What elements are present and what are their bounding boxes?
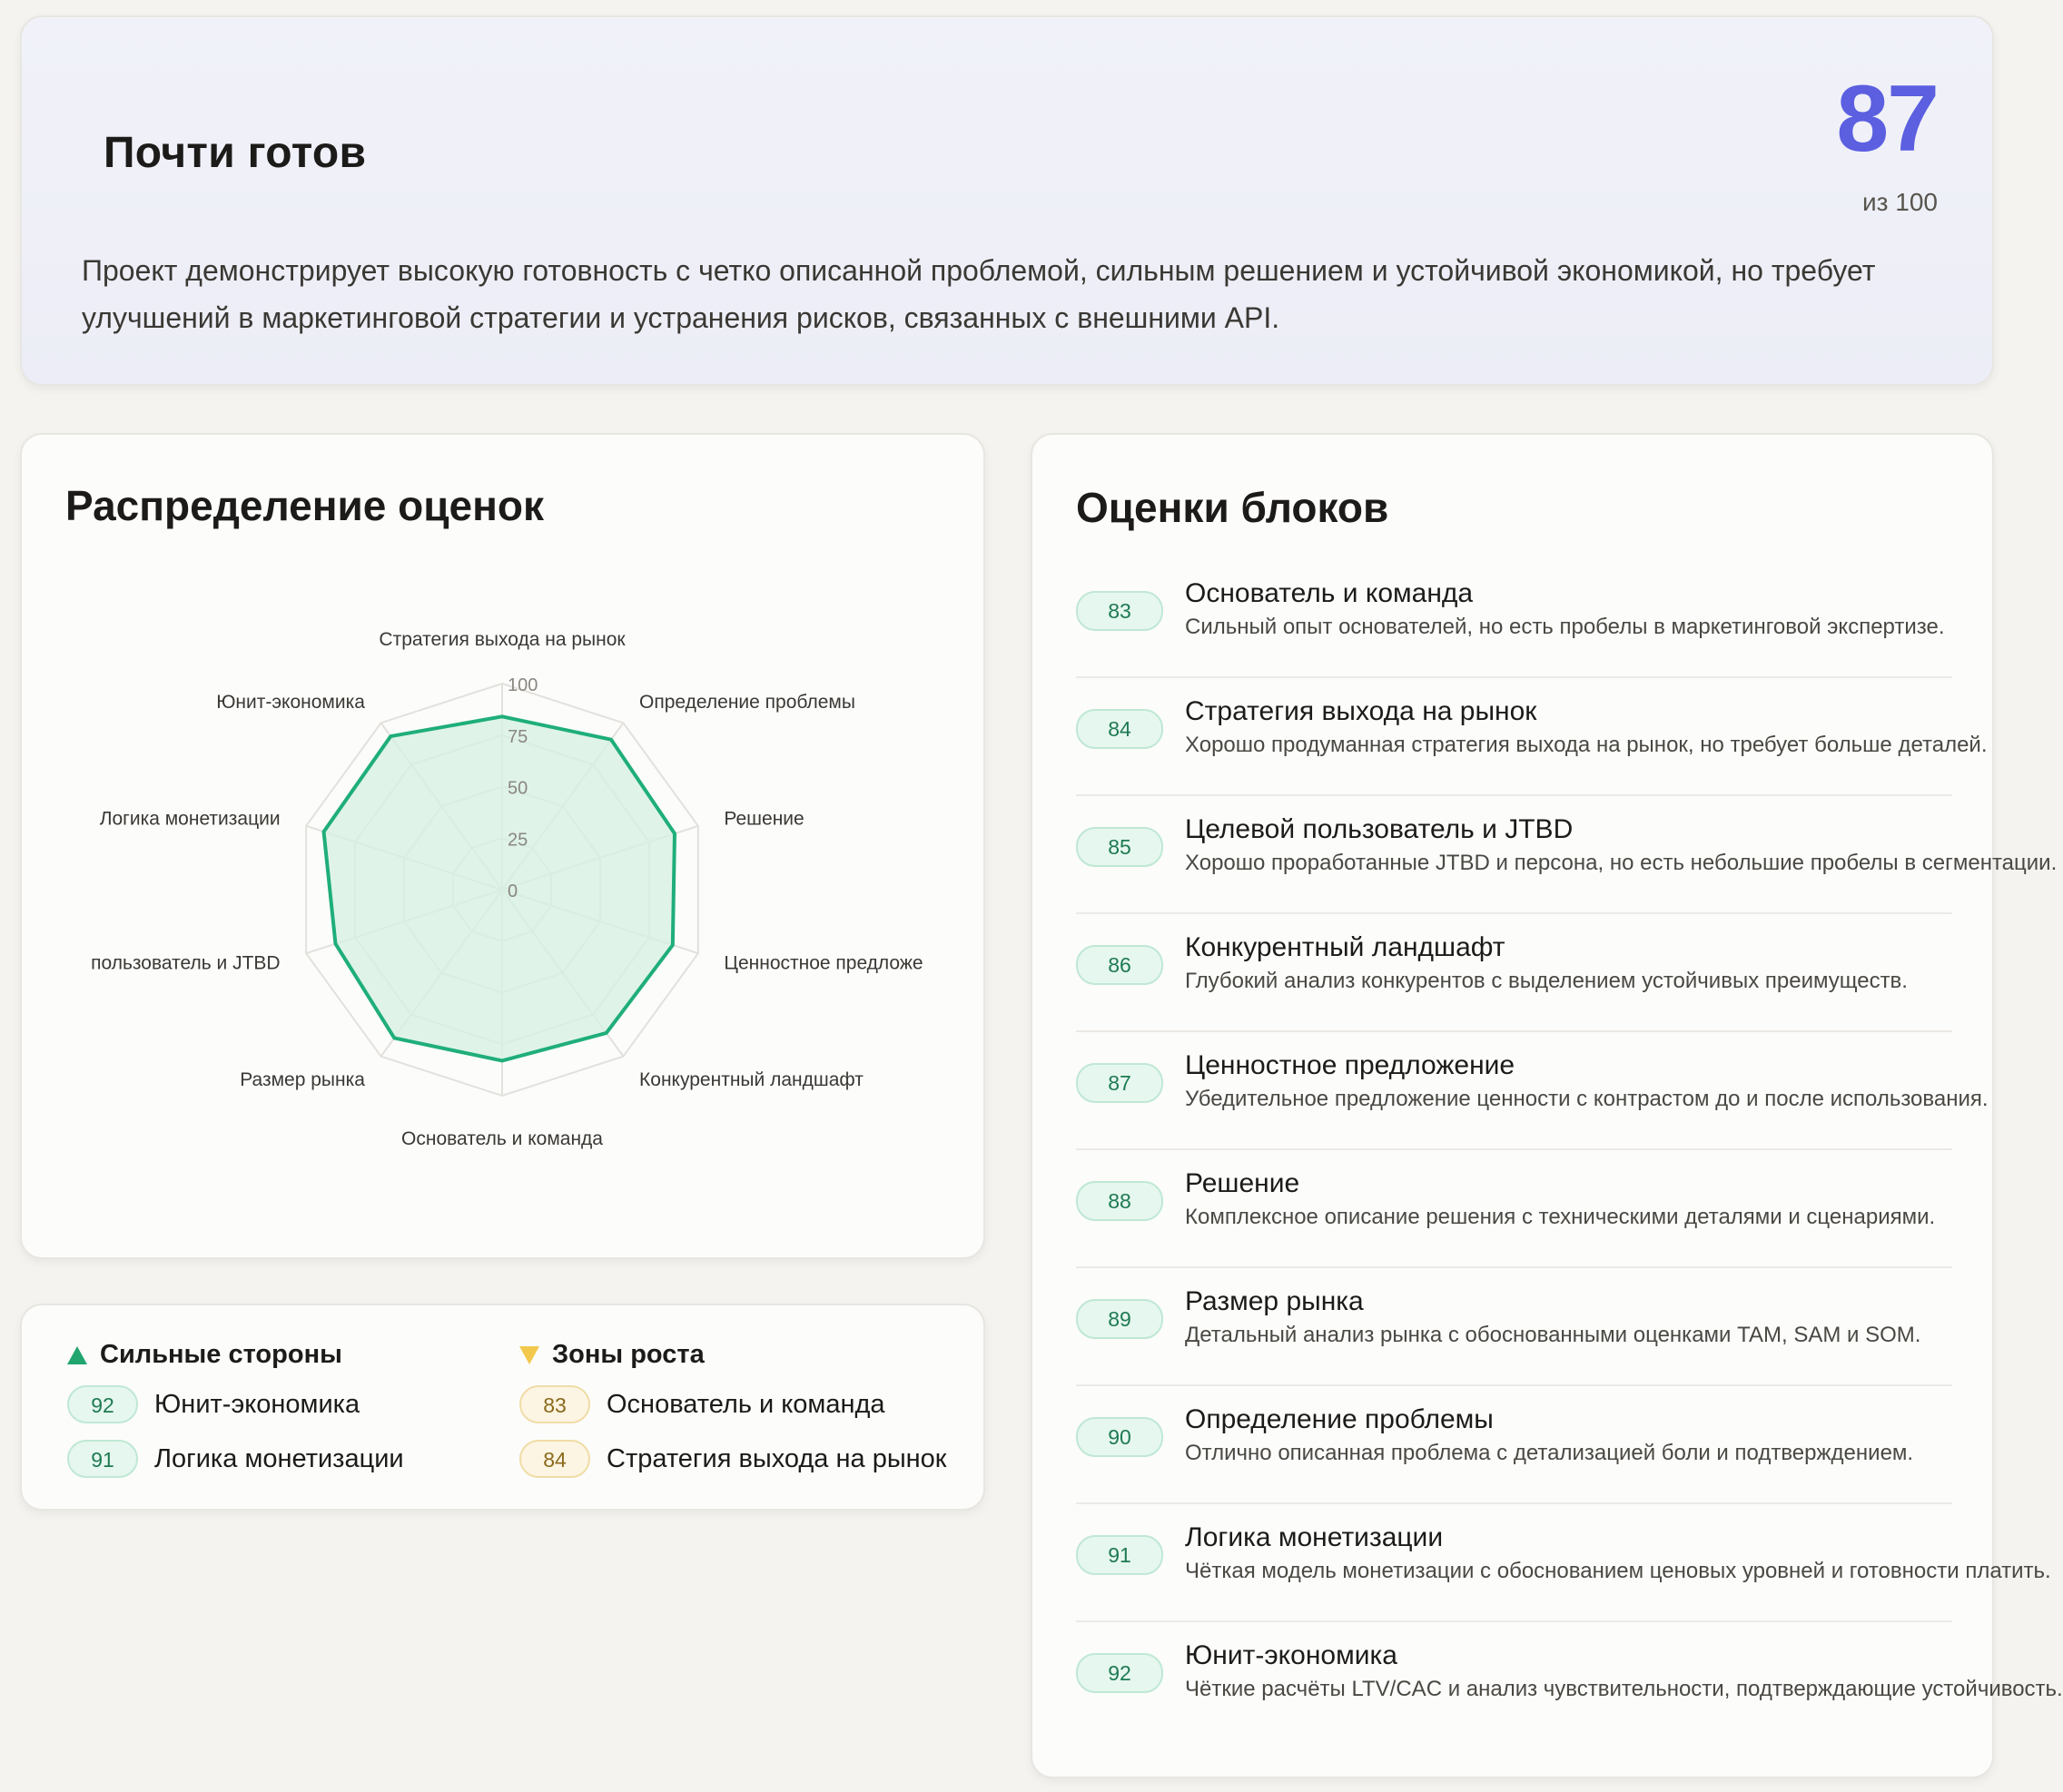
blocks-title: Оценки блоков: [1076, 484, 1389, 531]
radar-tick-label: 75: [508, 726, 528, 747]
block-description: Чёткие расчёты LTV/CAC и анализ чувствительности, подтверждающие устойчивость.: [1185, 1677, 2063, 1701]
radar-axis-label: Стратегия выхода на рынок: [379, 629, 626, 650]
radar-axis-label: Конкурентный ландшафт: [639, 1068, 864, 1090]
block-name: Определение проблемы: [1185, 1404, 1494, 1434]
block-score-badge: 85: [1076, 827, 1163, 867]
block-row[interactable]: [1076, 1150, 1952, 1268]
block-score-badge: 92: [1076, 1653, 1163, 1693]
blocks-card: [1031, 433, 2063, 1778]
radar-axis-label: Размер рынка: [240, 1068, 365, 1090]
strengths-growth-card: [20, 1304, 985, 1511]
block-description: Чёткая модель монетизации с обоснованием ценовых уровней и готовности платить.: [1185, 1559, 2051, 1583]
strength-item: [67, 1440, 404, 1478]
block-name: Конкурентный ландшафт: [1185, 932, 1505, 962]
radar-tick-label: 0: [508, 881, 518, 901]
growth-label: Стратегия выхода на рынок: [607, 1443, 947, 1473]
radar-data-polygon: [324, 716, 675, 1060]
block-score-badge: 83: [1076, 591, 1163, 631]
block-score-badge: 84: [1076, 709, 1163, 749]
radar-axis-label: пользователь и JTBD: [91, 952, 281, 974]
block-name: Логика монетизации: [1185, 1522, 1444, 1552]
block-name: Юнит-экономика: [1185, 1640, 1397, 1670]
radar-tick-label: 50: [508, 778, 528, 799]
block-row[interactable]: [1076, 1268, 1952, 1386]
block-score-badge: 91: [1076, 1535, 1163, 1575]
block-name: Целевой пользователь и JTBD: [1185, 814, 1574, 844]
radar-axis-label: Юнит-экономика: [216, 692, 365, 714]
radar-tick-label: 25: [508, 830, 528, 851]
summary-description: Проект демонстрирует высокую готовность с четко описанной проблемой, сильным решением и устойчивой экономикой, но требует улучшений в маркетинговой стратегии и устранения рисков, связанных с внешними API.: [82, 254, 1876, 334]
block-score-badge: 90: [1076, 1417, 1163, 1457]
block-name: Основатель и команда: [1185, 578, 1474, 608]
radar-axis-label: Ценностное предложе: [724, 952, 923, 974]
readiness-title: Почти готов: [104, 129, 367, 177]
total-score: 87: [1836, 66, 1938, 172]
block-score-badge: 87: [1076, 1063, 1163, 1103]
block-description: Хорошо проработанные JTBD и персона, но есть небольшие пробелы в сегментации.: [1185, 851, 2058, 875]
block-description: Отлично описанная проблема с детализацией боли и подтверждением.: [1185, 1441, 1914, 1465]
block-description: Хорошо продуманная стратегия выхода на рынок, но требует больше деталей.: [1185, 733, 1988, 757]
block-row[interactable]: [1076, 1504, 2051, 1622]
score-badge: 83: [519, 1385, 590, 1423]
score-badge: 84: [519, 1440, 590, 1478]
score-badge: 92: [67, 1385, 138, 1423]
radar-axis-label: Основатель и команда: [401, 1128, 603, 1149]
block-row[interactable]: [1076, 796, 2058, 914]
strength-item: [67, 1385, 360, 1423]
radar-axis-label: Определение проблемы: [639, 692, 855, 714]
block-description: Детальный анализ рынка с обоснованными оценками TAM, SAM и SOM.: [1185, 1323, 1921, 1347]
block-score-badge: 88: [1076, 1181, 1163, 1221]
radar-chart: [0, 0, 985, 1259]
radar-title: Распределение оценок: [65, 482, 544, 529]
block-row[interactable]: [1076, 1032, 1989, 1150]
growth-item: [519, 1385, 885, 1423]
radar-axis-label: Решение: [724, 808, 804, 830]
score-badge: 91: [67, 1440, 138, 1478]
block-row[interactable]: [1076, 914, 1952, 1032]
score-max-label: из 100: [1862, 188, 1938, 216]
block-score-badge: 86: [1076, 945, 1163, 985]
radar-tick-label: 100: [508, 675, 538, 695]
block-name: Решение: [1185, 1168, 1300, 1198]
block-description: Глубокий анализ конкурентов с выделением устойчивых преимуществ.: [1185, 969, 1908, 993]
block-description: Комплексное описание решения с техническими деталями и сценариями.: [1185, 1205, 1936, 1229]
strength-label: Логика монетизации: [154, 1443, 404, 1473]
growth-item: [519, 1440, 947, 1478]
strengths-header: [67, 1340, 342, 1370]
block-description: Убедительное предложение ценности с контрастом до и после использования.: [1185, 1087, 1989, 1111]
growth-label: Основатель и команда: [607, 1389, 885, 1419]
block-row[interactable]: [1076, 560, 1952, 678]
block-name: Размер рынка: [1185, 1286, 1364, 1316]
block-row[interactable]: [1076, 678, 1988, 796]
block-name: Стратегия выхода на рынок: [1185, 696, 1537, 726]
growth-title: Зоны роста: [552, 1340, 705, 1369]
block-name: Ценностное предложение: [1185, 1050, 1515, 1080]
strength-label: Юнит-экономика: [154, 1389, 360, 1419]
triangle-down-icon: [519, 1346, 539, 1364]
strengths-title: Сильные стороны: [100, 1340, 342, 1369]
radar-axis-label: Логика монетизации: [99, 808, 281, 830]
block-description: Сильный опыт основателей, но есть пробелы в маркетинговой экспертизе.: [1185, 615, 1945, 639]
block-score-badge: 89: [1076, 1299, 1163, 1339]
growth-header: [519, 1340, 705, 1370]
triangle-up-icon: [67, 1346, 87, 1364]
block-row[interactable]: [1076, 1622, 2063, 1740]
block-row[interactable]: [1076, 1386, 1952, 1504]
